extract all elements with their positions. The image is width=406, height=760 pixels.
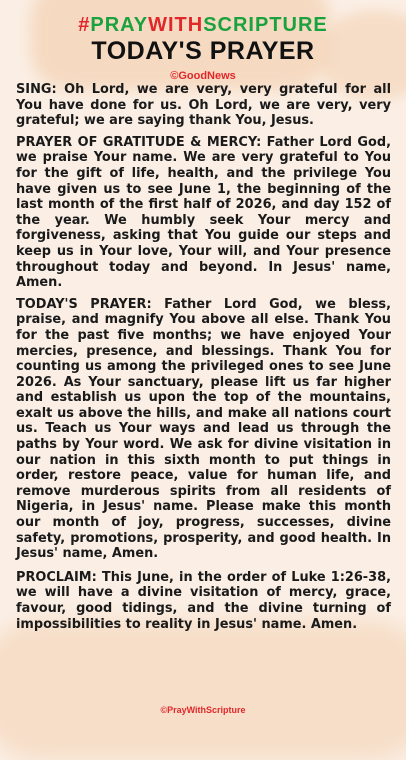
gratitude-paragraph: PRAYER OF GRATITUDE & MERCY: Father Lord God, we praise Your name. We are very grateful to You for the gift of life, health, and the privilege You have given us to see June 1, the beginning of the last month of the first half of 2026, and day 152 of the year. We humbly seek Your mercy and forgiveness, asking that You guide our steps and keep us in Your love, Your will, and Your presence throughout today and beyond. In Jesus' name, Amen. [16, 134, 391, 291]
footer-handle: ©PrayWithScripture [160, 705, 246, 715]
page-title: TODAY'S PRAYER [91, 37, 315, 65]
header [0, 14, 406, 82]
hashtag-title [0, 14, 406, 36]
hashtag-part-pray: PRAY [90, 14, 149, 36]
proclaim-paragraph: PROCLAIM: This June, in the order of Luke 1:26-38, we will have a divine visitation of mercy, grace, favour, good tidings, and the divine turning of impossibilities to reality in Jesus' name. Amen. [16, 569, 391, 632]
todays-prayer-paragraph: TODAY'S PRAYER: Father Lord God, we bless, praise, and magnify You above all else. Thank You for the past five months; we have enjoyed Your mercies, presence, and blessings. Thank You for counting us among the privileged ones to see June 2026. As Your sanctuary, please lift us far higher and establish us upon the top of the mountains, exalt us above the hills, and make all nations court us. Teach us Your ways and lead us through the paths by Your word. We ask for divine visitation in our nation in this sixth month to put things in order, restore peace, value for human life, and remove murderous spirits from all residents of Nigeria, in Jesus' name. Please make this month our month of joy, progress, successes, divine safety, promotions, prosperity, and good health. In Jesus' name, Amen. [16, 296, 391, 562]
sing-paragraph: SING: Oh Lord, we are very, very grateful for all You have done for us. Oh Lord, we are very, very grateful; we are saying thank You, Jesus. [16, 82, 391, 129]
hashtag-part-scripture: SCRIPTURE [203, 14, 328, 36]
source-handle: ©GoodNews [170, 70, 236, 82]
prayer-content [16, 82, 391, 638]
background-decoration-bottom [0, 620, 406, 760]
hashtag-part-with: WITH [148, 14, 204, 36]
hashtag-part-hash: # [78, 14, 91, 36]
